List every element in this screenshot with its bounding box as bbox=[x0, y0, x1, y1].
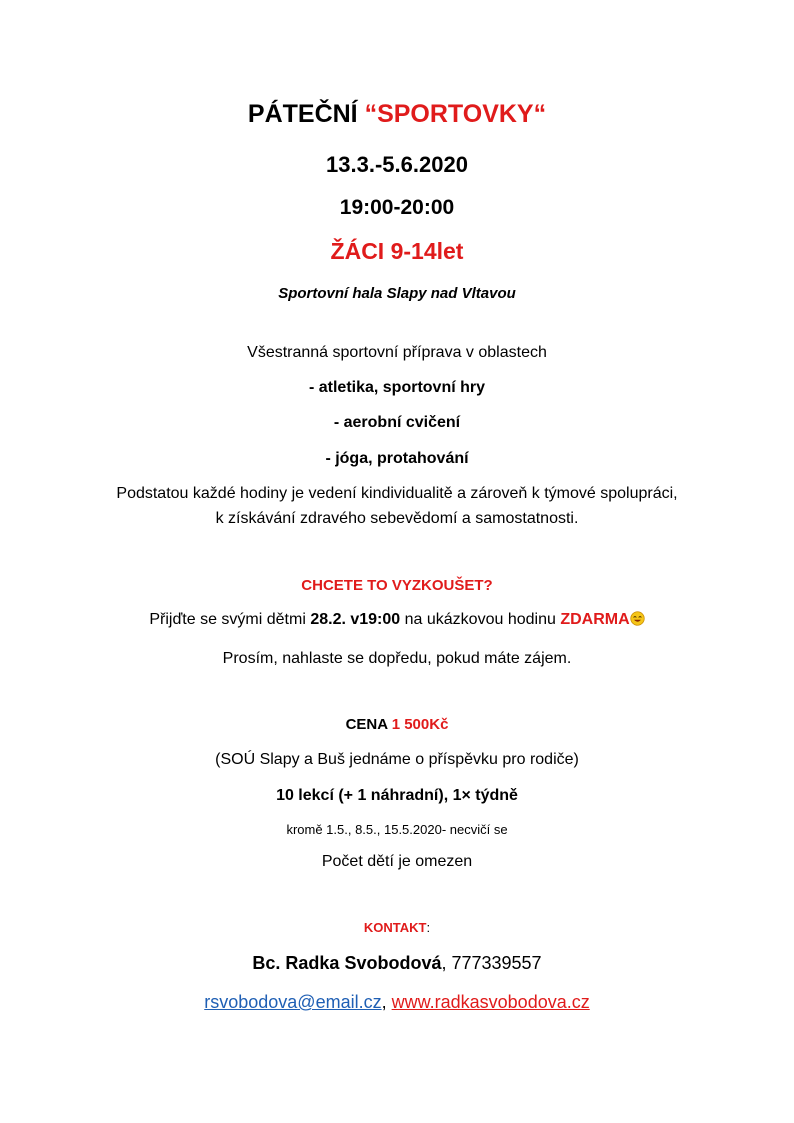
exception-dates: kromě 1.5., 8.5., 15.5.2020- necvičí se bbox=[286, 822, 508, 837]
trial-question: CHCETE TO VYZKOUŠET? bbox=[301, 577, 493, 594]
program-item: - aerobní cvičení bbox=[333, 414, 461, 431]
trial-invitation bbox=[0, 611, 794, 629]
invite-free: ZDARMA bbox=[560, 611, 630, 628]
title-highlight: “SPORTOVKY“ bbox=[364, 100, 547, 128]
contact-phone: , 777339557 bbox=[441, 953, 542, 973]
session-time: 19:00-20:00 bbox=[339, 196, 455, 219]
program-intro: Všestranná sportovní příprava v oblastech bbox=[247, 344, 547, 361]
flyer-title bbox=[0, 100, 794, 129]
invite-text: Přijďte se svými dětmi bbox=[149, 611, 311, 628]
contact-label-colon: : bbox=[426, 920, 431, 935]
website-link[interactable]: www.radkasvobodova.cz bbox=[391, 992, 590, 1012]
contact-name: Bc. Radka Svobodová bbox=[252, 953, 442, 973]
contact-links bbox=[0, 992, 794, 1013]
contact-label: KONTAKT bbox=[363, 920, 427, 935]
price bbox=[0, 716, 794, 733]
trial-registration-note: Prosím, nahlaste se dopředu, pokud máte zájem. bbox=[222, 650, 572, 667]
price-label: CENA bbox=[345, 716, 392, 733]
venue: Sportovní hala Slapy nad Vltavou bbox=[278, 285, 516, 302]
date-range: 13.3.-5.6.2020 bbox=[326, 152, 468, 177]
smiley-icon bbox=[630, 611, 645, 626]
capacity-note: Počet dětí je omezen bbox=[321, 853, 473, 870]
program-item: - jóga, protahování bbox=[325, 450, 469, 467]
program-description-line2: k získávání zdravého sebevědomí a samostatnosti. bbox=[215, 510, 579, 527]
price-value: 1 500Kč bbox=[391, 716, 449, 733]
program-item: - atletika, sportovní hry bbox=[308, 379, 486, 396]
age-group: ŽÁCI 9-14let bbox=[330, 238, 464, 264]
contact-heading bbox=[0, 920, 794, 935]
contribution-note: (SOÚ Slapy a Buš jednáme o příspěvku pro rodiče) bbox=[215, 751, 579, 768]
email-link[interactable]: rsvobodova@email.cz bbox=[204, 992, 382, 1012]
link-separator: , bbox=[381, 992, 392, 1012]
title-prefix: PÁTEČNÍ bbox=[247, 100, 365, 128]
invite-text-middle: na ukázkovou hodinu bbox=[400, 611, 561, 628]
program-description-line1: Podstatou každé hodiny je vedení kindividualitě a zároveň k týmové spolupráci, bbox=[116, 485, 678, 502]
contact-person bbox=[0, 953, 794, 974]
lessons-info: 10 lekcí (+ 1 náhradní), 1× týdně bbox=[276, 787, 518, 804]
invite-date: 28.2. v19:00 bbox=[310, 611, 401, 628]
